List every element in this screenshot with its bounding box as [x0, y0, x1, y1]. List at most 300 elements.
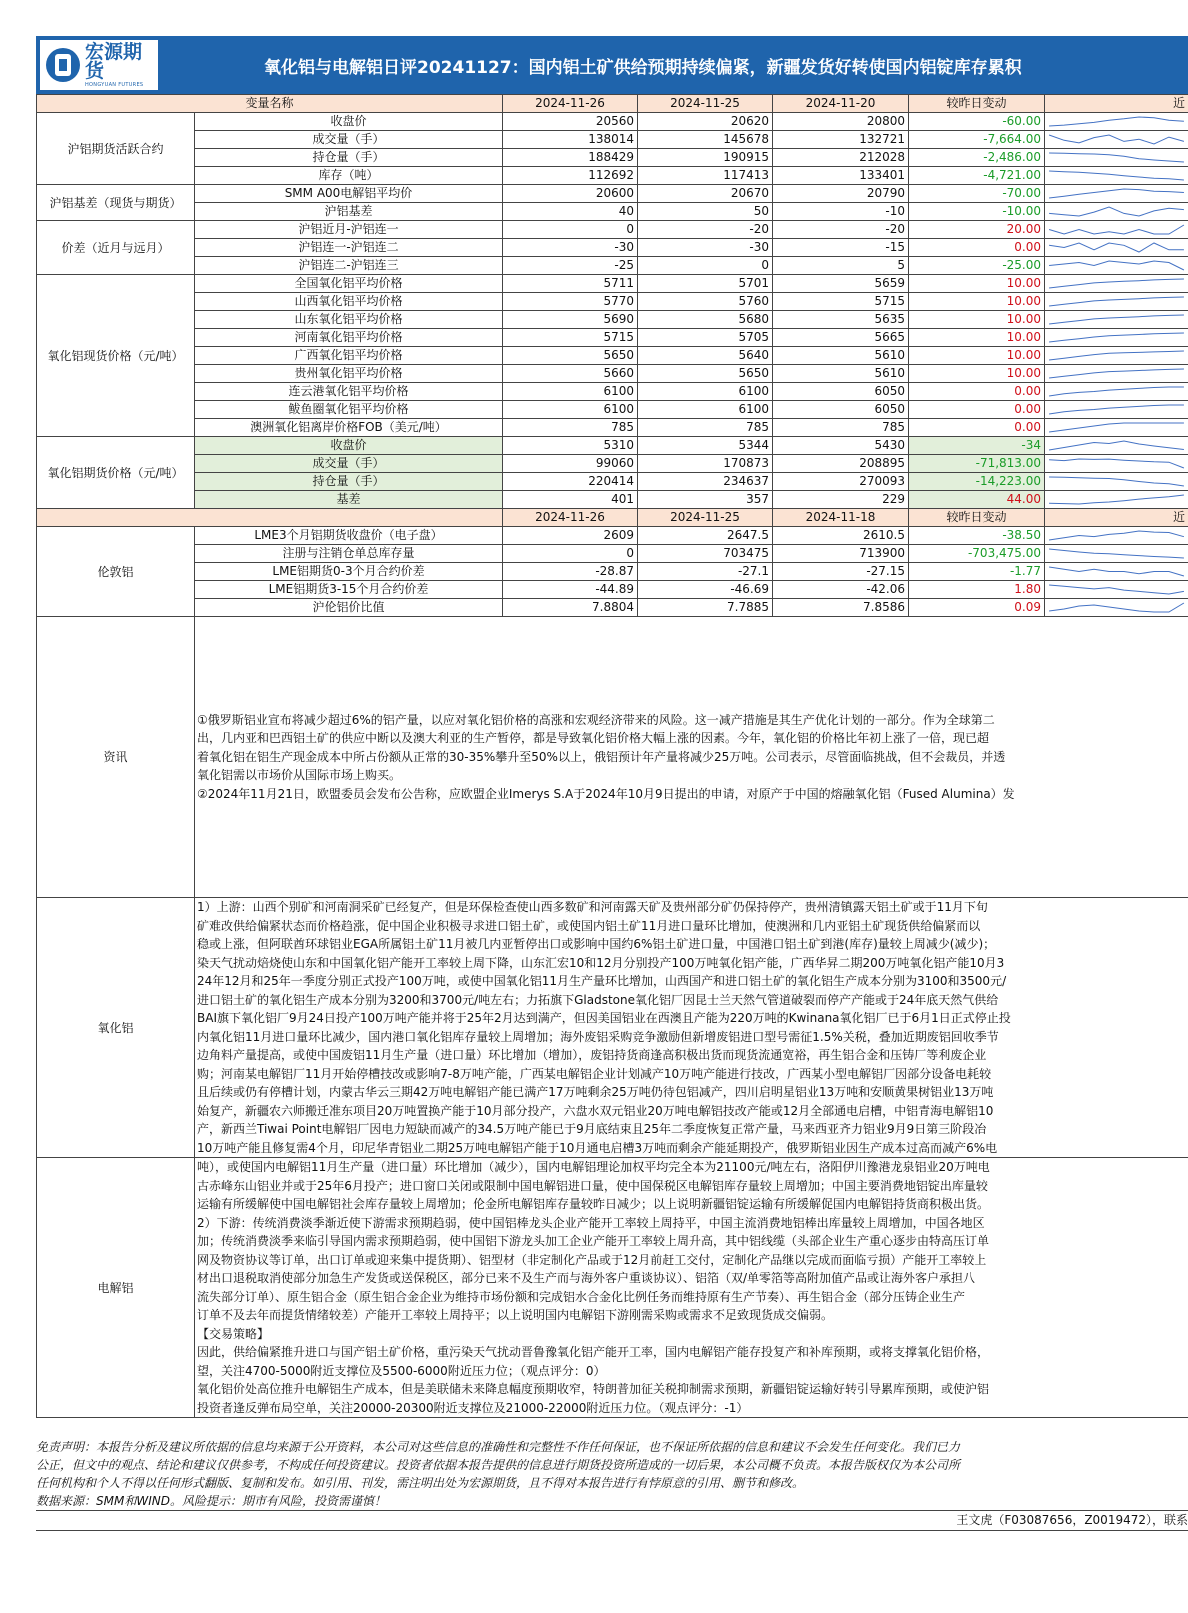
group-label: 氧化铝现货价格（元/吨） [37, 275, 195, 437]
table-row [37, 149, 1188, 167]
value-cell: 112692 [503, 167, 638, 185]
table-row [37, 491, 1188, 509]
value-cell: 138014 [503, 131, 638, 149]
change-cell: -38.50 [909, 527, 1045, 545]
value-cell: 5705 [638, 329, 773, 347]
row-label: LME铝期货3-15个月合约价差 [195, 581, 503, 599]
trend-sparkline-line [1049, 225, 1184, 234]
value-cell: 6050 [773, 383, 909, 401]
trend-cell [1045, 581, 1188, 599]
trend-sparkline [1045, 329, 1188, 346]
value-cell: 785 [503, 419, 638, 437]
trend-sparkline [1045, 293, 1188, 310]
change-cell: -7,664.00 [909, 131, 1045, 149]
report-header [36, 36, 1188, 94]
table-row [37, 239, 1188, 257]
trend-cell [1045, 149, 1188, 167]
value-cell: 5665 [773, 329, 909, 347]
change-cell: -34 [909, 437, 1045, 455]
change-cell: -1.77 [909, 563, 1045, 581]
trend-sparkline-line [1049, 135, 1184, 144]
value-cell: 99060 [503, 455, 638, 473]
row-label: 持仓量（手） [195, 149, 503, 167]
trend-cell [1045, 329, 1188, 347]
value-cell: 713900 [773, 545, 909, 563]
text-line: 数据来源：SMM和WIND。风险提示：期市有风险，投资需谨慎！ [36, 1494, 386, 1508]
trend-cell [1045, 365, 1188, 383]
trend-sparkline-line [1049, 459, 1184, 468]
logo-cn: 宏源期货 [85, 41, 143, 82]
value-cell: -44.89 [503, 581, 638, 599]
text-line: ①俄罗斯铝业宣布将减少超过6%的铝产量，以应对氧化铝价格的高涨和宏观经济带来的风险。这一减产措施是其生产优化计划的一部分。作为全球第二 [197, 712, 995, 727]
row-label: 连云港氧化铝平均价格 [195, 383, 503, 401]
table-row [37, 419, 1188, 437]
row-label: 山西氧化铝平均价格 [195, 293, 503, 311]
change-cell: 1.80 [909, 581, 1045, 599]
value-cell: 220414 [503, 473, 638, 491]
value-cell: -42.06 [773, 581, 909, 599]
news-text [195, 617, 1188, 898]
text-line: 购；河南某电解铝厂11月开始停槽技改或影响7-8万吨产能，广西某电解铝企业计划减产10万吨产能进行技改，广西某小型电解铝厂因部分设备电耗较 [197, 1066, 992, 1081]
date-header: 2024-11-20 [773, 95, 909, 113]
logo-mark-icon [46, 48, 80, 82]
col-name-header: 变量名称 [37, 95, 503, 113]
trend-cell [1045, 257, 1188, 275]
value-cell: 20560 [503, 113, 638, 131]
trend-sparkline-line [1049, 279, 1184, 288]
value-cell: 6100 [638, 383, 773, 401]
value-cell: 270093 [773, 473, 909, 491]
text-line: 矿难改供给偏紧状态而价格趋涨，促中国企业积极寻求进口铝土矿，或使国内铝土矿11月进口量环比增加，使澳洲和几内亚铝土矿现货供给偏紧而以 [197, 918, 981, 933]
table-row [37, 221, 1188, 239]
trend-sparkline-line [1049, 405, 1184, 414]
value-cell: -46.69 [638, 581, 773, 599]
value-cell: 20620 [638, 113, 773, 131]
electrolytic-label: 电解铝 [37, 1158, 195, 1418]
value-cell: -27.1 [638, 563, 773, 581]
value-cell: 188429 [503, 149, 638, 167]
trend-cell [1045, 473, 1188, 491]
value-cell: 5760 [638, 293, 773, 311]
trend-sparkline [1045, 473, 1188, 490]
row-label: 库存（吨） [195, 167, 503, 185]
trend-sparkline-line [1049, 531, 1184, 540]
text-line: 古赤峰东山铝业并或于25年6月投产；进口窗口关闭或限制中国电解铝进口量，使中国保税区电解铝库存量较上周增加；中国主要消费地铝锭出库量较 [197, 1178, 988, 1193]
value-cell: 190915 [638, 149, 773, 167]
table-row [37, 437, 1188, 455]
trend-sparkline [1045, 257, 1188, 274]
trend-cell [1045, 527, 1188, 545]
change-cell: -71,813.00 [909, 455, 1045, 473]
change-cell: 10.00 [909, 329, 1045, 347]
col-name-header [37, 509, 503, 527]
row-label: 沪伦铝价比值 [195, 599, 503, 617]
text-line: 运输有所缓解使中国电解铝社会库存量较上周增加；伦金所电解铝库存量较昨日减少；以上说明新疆铝锭运输有所缓解促国内电解铝持货商积极出货。 [197, 1197, 990, 1211]
row-label: 沪铝连二-沪铝连三 [195, 257, 503, 275]
change-cell: 10.00 [909, 347, 1045, 365]
trend-cell [1045, 401, 1188, 419]
group-label: 氧化铝期货价格（元/吨） [37, 437, 195, 509]
value-cell: -27.15 [773, 563, 909, 581]
trend-sparkline-line [1049, 549, 1184, 558]
trend-sparkline-line [1049, 243, 1184, 252]
text-line: 公正，但文中的观点、结论和建议仅供参考，不构成任何投资建议。投资者依据本报告提供的信息进行期货投资所造成的一切后果，本公司概不负责。本报告版权仅为本公司所 [36, 1458, 961, 1472]
value-cell: 2610.5 [773, 527, 909, 545]
text-line: 内氧化铝11月进口量环比减少，国内港口氧化铝库存量较上周增加；海外废铝采购竞争激励但新增废铝进口型号需征1.5%关税，叠加近期废铝回收季节 [197, 1029, 999, 1044]
table-row [37, 167, 1188, 185]
text-line: 稳或上涨，但阿联酋环球铝业EGA所属铝土矿11月被几内亚暂停出口或影响中国约6%铝土矿进口量，中国港口铝土矿到港(库存)量较上周减少(减少)； [197, 937, 996, 951]
value-cell: 5659 [773, 275, 909, 293]
disclaimer [36, 1438, 1188, 1510]
change-cell: 10.00 [909, 293, 1045, 311]
table-row [37, 311, 1188, 329]
value-cell: 357 [638, 491, 773, 509]
text-line: 流失部分订单）、原生铝合金（原生铝合金企业为维持市场份额和完成铝水合金化比例任务而维持原有生产节奏）、再生铝合金（部分压铸企业生产 [197, 1289, 966, 1304]
trend-sparkline [1045, 491, 1188, 508]
trend-cell [1045, 113, 1188, 131]
row-label: 持仓量（手） [195, 473, 503, 491]
value-cell: 5660 [503, 365, 638, 383]
header-row [37, 95, 1188, 113]
trend-sparkline-line [1049, 387, 1184, 396]
trend-cell [1045, 437, 1188, 455]
value-cell: 212028 [773, 149, 909, 167]
change-cell: -2,486.00 [909, 149, 1045, 167]
value-cell: -30 [638, 239, 773, 257]
text-line: 着氧化铝在铝生产现金成本中所占份额从正常的30-35%攀升至50%以上，俄铝预计年产量将减少25万吨。公司表示，尽管面临挑战，但不会裁员，并透 [197, 749, 1006, 764]
value-cell: 40 [503, 203, 638, 221]
change-cell: -25.00 [909, 257, 1045, 275]
trend-cell [1045, 131, 1188, 149]
text-line: 投资者逢反弹布局空单，关注20000-20300附近支撑位及21000-22000附近压力位。（观点评分：-1） [197, 1400, 749, 1415]
value-cell: 7.7885 [638, 599, 773, 617]
trend-sparkline [1045, 527, 1188, 544]
value-cell: -20 [773, 221, 909, 239]
trend-sparkline [1045, 203, 1188, 220]
value-cell: 234637 [638, 473, 773, 491]
trend-sparkline [1045, 185, 1188, 202]
value-cell: 7.8586 [773, 599, 909, 617]
text-line: 因此，供给偏紧推升进口与国产铝土矿价格，重污染天气扰动晋鲁豫氧化铝产能开工率，国内电解铝产能存投复产和补库预期，或将支撑氧化铝价格， [197, 1345, 990, 1359]
table-row [37, 473, 1188, 491]
row-label: 鲅鱼圈氧化铝平均价格 [195, 401, 503, 419]
value-cell: 20670 [638, 185, 773, 203]
trend-sparkline-line [1049, 369, 1184, 378]
trend-sparkline [1045, 383, 1188, 400]
value-cell: 0 [638, 257, 773, 275]
text-line: 吨），或使国内电解铝11月生产量（进口量）环比增加（减少），国内电解铝理论加权平均完全本为21100元/吨左右，洛阳伊川豫港龙泉铝业20万吨电 [197, 1160, 990, 1174]
trend-sparkline-line [1049, 567, 1184, 576]
value-cell: 785 [773, 419, 909, 437]
value-cell: 5650 [503, 347, 638, 365]
row-label: 全国氧化铝平均价格 [195, 275, 503, 293]
trend-sparkline-line [1049, 585, 1184, 594]
table-row [37, 131, 1188, 149]
date-header: 2024-11-25 [638, 509, 773, 527]
trend-sparkline-line [1049, 153, 1184, 162]
text-line: 免责声明：本报告分析及建议所依据的信息均来源于公开资料，本公司对这些信息的准确性和完整性不作任何保证，也不保证所依据的信息和建议不会发生任何变化。我们已力 [36, 1440, 961, 1454]
trend-sparkline [1045, 437, 1188, 454]
change-cell: -60.00 [909, 113, 1045, 131]
change-cell: 0.00 [909, 239, 1045, 257]
table-row [37, 545, 1188, 563]
text-line: 氧化铝需以市场价从国际市场上购买。 [197, 768, 402, 783]
trend-cell [1045, 275, 1188, 293]
table-row [37, 365, 1188, 383]
row-label: 沪铝连一-沪铝连二 [195, 239, 503, 257]
trend-sparkline [1045, 239, 1188, 256]
trend-sparkline-line [1049, 297, 1184, 306]
row-label: 成交量（手） [195, 455, 503, 473]
text-line: 1）上游：山西个别矿和河南洞采矿已经复产，但是环保检查使山西多数矿和河南露天矿及贵州部分矿仍保持停产，贵州清镇露天铝土矿或于11月下旬 [197, 900, 988, 914]
row-label: 河南氧化铝平均价格 [195, 329, 503, 347]
text-line: 加；传统消费淡季来临引导国内需求预期趋弱，使中国铝下游龙头加工企业产能开工率较上周升高，其中铝线缆（头部企业生产重心逐步由特高压订单 [197, 1234, 990, 1248]
trend-cell [1045, 185, 1188, 203]
value-cell: 5690 [503, 311, 638, 329]
trend-sparkline [1045, 311, 1188, 328]
row-label: 注册与注销仓单总库存量 [195, 545, 503, 563]
table-row [37, 113, 1188, 131]
text-line: BAI旗下氧化铝厂9月24日投产100万吨产能并将于25年2月达到满产，但因美国铝业在西澳且产能为220万吨的Kwinana氧化铝厂已于6月1日正式停止投 [197, 1011, 1011, 1025]
value-cell: 5635 [773, 311, 909, 329]
company-logo [40, 40, 158, 90]
trend-cell [1045, 383, 1188, 401]
trend-header: 近 [1045, 509, 1188, 527]
logo-en: HONGYUAN FUTURES [85, 81, 144, 88]
value-cell: 5680 [638, 311, 773, 329]
row-label: 澳洲氧化铝离岸价格FOB（美元/吨） [195, 419, 503, 437]
row-label: 基差 [195, 491, 503, 509]
trend-cell [1045, 419, 1188, 437]
value-cell: 5650 [638, 365, 773, 383]
row-label: 成交量（手） [195, 131, 503, 149]
value-cell: -28.87 [503, 563, 638, 581]
text-line: 2）下游：传统消费淡季渐近使下游需求预期趋弱，使中国铝棒龙头企业产能开工率较上周持平，中国主流消费地铝棒出库量较上周增加，中国各地区 [197, 1215, 985, 1230]
text-line: 24年12月和25年一季度分别正式投产100万吨，或使中国氧化铝11月生产量环比增加，山西国产和进口铝土矿的氧化铝生产成本分别为3100和3500元/ [197, 974, 1007, 988]
trend-sparkline [1045, 419, 1188, 436]
alumina-label: 氧化铝 [37, 898, 195, 1158]
value-cell: 5 [773, 257, 909, 275]
date-header: 2024-11-25 [638, 95, 773, 113]
value-cell: 20600 [503, 185, 638, 203]
value-cell: 5640 [638, 347, 773, 365]
value-cell: 208895 [773, 455, 909, 473]
trend-cell [1045, 347, 1188, 365]
value-cell: 785 [638, 419, 773, 437]
group-label: 伦敦铝 [37, 527, 195, 617]
trend-sparkline [1045, 149, 1188, 166]
change-cell: -703,475.00 [909, 545, 1045, 563]
trend-sparkline-line [1049, 333, 1184, 342]
change-cell: 0.00 [909, 383, 1045, 401]
value-cell: 145678 [638, 131, 773, 149]
value-cell: 5701 [638, 275, 773, 293]
trend-sparkline [1045, 581, 1188, 598]
alumina-text [195, 898, 1188, 1158]
trend-cell [1045, 455, 1188, 473]
report [36, 36, 1188, 1418]
group-label: 沪铝期货活跃合约 [37, 113, 195, 185]
text-line: 氧化铝价处高位推升电解铝生产成本，但是美联储未来降息幅度预期收窄，特朗普加征关税抑制需求预期，新疆铝锭运输好转引导累库预期，或使沪铝 [197, 1382, 990, 1396]
text-line: 10万吨产能且修复需4个月，印尼华青铝业二期25万吨电解铝产能于10月通电启槽3万吨而剩余产能延期投产，俄罗斯铝业因生产成本过高而减产6%电 [197, 1140, 998, 1155]
change-cell: 10.00 [909, 275, 1045, 293]
value-cell: 5610 [773, 365, 909, 383]
trend-cell [1045, 293, 1188, 311]
trend-sparkline-line [1049, 495, 1184, 504]
text-line: 染天气扰动焙烧使山东和中国氧化铝产能开工率较上周下降，山东汇宏10和12月分别投产100万吨氧化铝产能，广西华昇二期200万吨氧化铝产能10月3 [197, 955, 1005, 970]
value-cell: 6100 [503, 401, 638, 419]
trend-sparkline [1045, 221, 1188, 238]
row-label: 广西氧化铝平均价格 [195, 347, 503, 365]
value-cell: 6050 [773, 401, 909, 419]
trend-sparkline-line [1049, 351, 1184, 360]
text-line: 始复产，新疆农六师搬迁准东项目20万吨置换产能于10月部分投产，六盘水双元铝业20万吨电解铝技改产能或12月全部通电启槽，中铝青海电解铝10 [197, 1103, 994, 1118]
text-line: ②2024年11月21日，欧盟委员会发布公告称，应欧盟企业Imerys S.A于2024年10月9日提出的申请，对原产于中国的熔融氧化铝（Fused Alumina）发 [197, 786, 1015, 801]
analyst-signature: 王文虎（F03087656，Z0019472），联系 [36, 1510, 1188, 1531]
text-line: 【交易策略】 [197, 1326, 270, 1341]
trend-sparkline [1045, 401, 1188, 418]
change-cell: 0.00 [909, 419, 1045, 437]
table-row [37, 401, 1188, 419]
value-cell: -10 [773, 203, 909, 221]
trend-sparkline [1045, 545, 1188, 562]
table-row [37, 581, 1188, 599]
row-label: 沪铝近月-沪铝连一 [195, 221, 503, 239]
trend-cell [1045, 599, 1188, 617]
change-cell: 20.00 [909, 221, 1045, 239]
value-cell: -15 [773, 239, 909, 257]
table-row [37, 257, 1188, 275]
trend-cell [1045, 563, 1188, 581]
value-cell: 5715 [773, 293, 909, 311]
text-line: 望，关注4700-5000附近支撑位及5500-6000附近压力位；（观点评分：0） [197, 1363, 606, 1378]
trend-cell [1045, 203, 1188, 221]
trend-sparkline [1045, 347, 1188, 364]
trend-sparkline [1045, 167, 1188, 184]
change-cell: 44.00 [909, 491, 1045, 509]
trend-sparkline [1045, 365, 1188, 382]
table-row [37, 383, 1188, 401]
trend-cell [1045, 221, 1188, 239]
table-row [37, 563, 1188, 581]
change-cell: 0.00 [909, 401, 1045, 419]
text-line: 进口铝土矿的氧化铝生产成本分别为3200和3700元/吨左右；力拓旗下Gladstone氧化铝厂因昆士兰天然气管道破裂而停产产能或于24年底天然气供给 [197, 992, 999, 1007]
value-cell: 0 [503, 545, 638, 563]
table-row [37, 185, 1188, 203]
table-row [37, 599, 1188, 617]
change-cell: -4,721.00 [909, 167, 1045, 185]
alumina-section [37, 898, 1188, 1158]
table-row [37, 293, 1188, 311]
text-line: 任何机构和个人不得以任何形式翻版、复制和发布。如引用、刊发，需注明出处为宏源期货，且不得对本报告进行有悖原意的引用、删节和修改。 [36, 1476, 805, 1490]
trend-sparkline-line [1049, 171, 1184, 180]
trend-sparkline-line [1049, 117, 1184, 126]
value-cell: 170873 [638, 455, 773, 473]
news-section [37, 617, 1188, 898]
value-cell: 5715 [503, 329, 638, 347]
value-cell: 20800 [773, 113, 909, 131]
value-cell: 229 [773, 491, 909, 509]
table-row [37, 347, 1188, 365]
trend-sparkline-line [1049, 441, 1184, 450]
electrolytic-section [37, 1158, 1188, 1418]
trend-header: 近 [1045, 95, 1188, 113]
value-cell: 2609 [503, 527, 638, 545]
table-row [37, 329, 1188, 347]
trend-sparkline-line [1049, 477, 1184, 486]
text-line: 且后续或仍有停槽计划，内蒙古华云三期42万吨电解铝产能已满产17万吨剩余25万吨仍待包铝减产，四川启明星铝业13万吨和安顺黄果树铝业13万吨 [197, 1085, 994, 1099]
text-line: 网及物资协议等订单，出口订单或迎来集中提货期）、铝型材（非定制化产品或于12月前赶工交付，定制化产品继以完成而面临亏损）产能开工率较上 [197, 1252, 987, 1267]
trend-sparkline-line [1049, 423, 1184, 432]
change-cell: -10.00 [909, 203, 1045, 221]
value-cell: -20 [638, 221, 773, 239]
trend-sparkline [1045, 563, 1188, 580]
data-table [36, 94, 1188, 1418]
trend-sparkline [1045, 599, 1188, 616]
trend-cell [1045, 311, 1188, 329]
group-label: 价差（近月与远月） [37, 221, 195, 275]
row-label: LME铝期货0-3个月合约价差 [195, 563, 503, 581]
change-cell: 10.00 [909, 365, 1045, 383]
trend-sparkline-line [1049, 261, 1184, 270]
change-header: 较昨日变动 [909, 95, 1045, 113]
value-cell: 133401 [773, 167, 909, 185]
report-title: 氧化铝与电解铝日评20241127：国内铝土矿供给预期持续偏紧，新疆发货好转使国内铝锭库存累积 [264, 57, 1022, 78]
text-line: 产，新西兰Tiwai Point电解铝厂因电力短缺而减产的34.5万吨产能已于9月底结束且25年二季度恢复正常产量，马来西亚齐力铝业9月9日第三阶段冶 [197, 1122, 987, 1136]
trend-sparkline [1045, 275, 1188, 292]
value-cell: 5430 [773, 437, 909, 455]
date-header: 2024-11-26 [503, 95, 638, 113]
date-header: 2024-11-18 [773, 509, 909, 527]
value-cell: 132721 [773, 131, 909, 149]
value-cell: 5770 [503, 293, 638, 311]
value-cell: 117413 [638, 167, 773, 185]
row-label: 贵州氧化铝平均价格 [195, 365, 503, 383]
change-cell: -14,223.00 [909, 473, 1045, 491]
row-label: 收盘价 [195, 437, 503, 455]
trend-cell [1045, 491, 1188, 509]
value-cell: -25 [503, 257, 638, 275]
value-cell: -30 [503, 239, 638, 257]
value-cell: 7.8804 [503, 599, 638, 617]
change-cell: 0.09 [909, 599, 1045, 617]
row-label: LME3个月铝期货收盘价（电子盘） [195, 527, 503, 545]
row-label: 收盘价 [195, 113, 503, 131]
trend-cell [1045, 167, 1188, 185]
value-cell: 5344 [638, 437, 773, 455]
trend-sparkline [1045, 131, 1188, 148]
value-cell: 6100 [638, 401, 773, 419]
change-cell: 10.00 [909, 311, 1045, 329]
trend-sparkline-line [1049, 207, 1184, 216]
text-line: 材出口退税取消使部分加急生产发货或送保税区，部分已来不及生产而与海外客户重谈协议）、铝箔（双/单零箔等高附加值产品或让海外客户承担八 [197, 1271, 976, 1285]
value-cell: 2647.5 [638, 527, 773, 545]
text-line: 出，几内亚和巴西铝土矿的供应中断以及澳大利亚的生产暂停，都是导致氧化铝价格大幅上涨的因素。今年，氧化铝的价格比年初上涨了一倍，现已超 [197, 731, 990, 746]
row-label: 沪铝基差 [195, 203, 503, 221]
value-cell: 5310 [503, 437, 638, 455]
value-cell: 20790 [773, 185, 909, 203]
value-cell: 0 [503, 221, 638, 239]
date-header: 2024-11-26 [503, 509, 638, 527]
change-cell: -70.00 [909, 185, 1045, 203]
value-cell: 5711 [503, 275, 638, 293]
table-row [37, 527, 1188, 545]
trend-sparkline [1045, 455, 1188, 472]
change-header: 较昨日变动 [909, 509, 1045, 527]
row-label: 山东氧化铝平均价格 [195, 311, 503, 329]
trend-cell [1045, 239, 1188, 257]
text-line: 边角料产量提高，或使中国废铝11月生产量（进口量）环比增加（增加），废铝持货商逢高积极出货而现货流通宽裕，再生铝合金和压铸厂等利废企业 [197, 1048, 987, 1062]
